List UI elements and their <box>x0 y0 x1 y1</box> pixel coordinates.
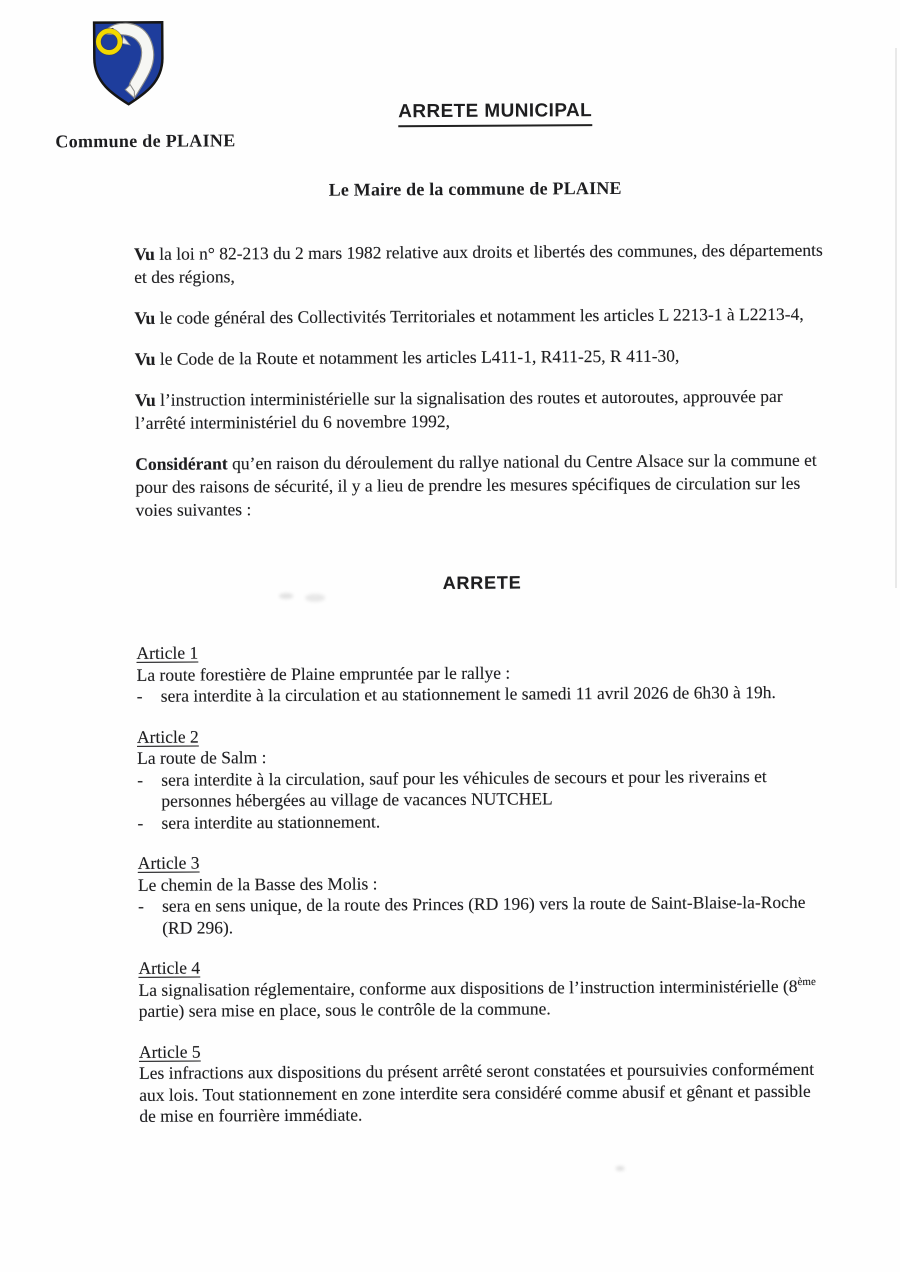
ordinal-superscript: ème <box>797 975 816 988</box>
article-body-text: partie) sera mise en place, sous le contrôle de la commune. <box>138 998 551 1021</box>
vu-paragraph-2 <box>134 303 826 330</box>
document-title: ARRETE MUNICIPAL <box>398 100 592 127</box>
article-heading: Article 5 <box>138 1041 201 1062</box>
bullet-item <box>137 808 829 834</box>
article-intro: La route forestière de Plaine empruntée par le rallye : <box>136 662 511 685</box>
article-intro: Le chemin de la Basse des Molis : <box>137 872 378 895</box>
article-body-text: La signalisation réglementaire, conforme aux dispositions de l’instruction interministérielle (8 <box>138 975 798 1000</box>
vu-lead: Vu <box>134 389 156 410</box>
article-heading: Article 2 <box>136 726 199 747</box>
scan-smudge <box>305 594 325 602</box>
commune-name: Commune de PLAINE <box>55 130 236 152</box>
article-body: Les infractions aux dispositions du présent arrêté seront constatées et poursuivies conformément aux lois. Tout stationnement en zone interdite sera considéré comme abusif et gênant et passible de mise en fourrière immédiate. <box>138 1058 815 1126</box>
bullet-dash: - <box>137 895 144 916</box>
commune-coat-of-arms-icon <box>87 15 171 114</box>
shield-fish-ring-icon <box>87 15 171 114</box>
article-heading: Article 3 <box>137 852 200 873</box>
bullet-dash: - <box>137 769 144 790</box>
article-5 <box>139 1037 832 1127</box>
scan-smudge <box>616 1166 625 1171</box>
article-3 <box>138 849 831 939</box>
document-subtitle: Le Maire de la commune de PLAINE <box>328 177 622 200</box>
vu-text: la loi n° 82-213 du 2 mars 1982 relative aux droits et libertés des communes, des départements et des régions, <box>134 239 823 287</box>
document-body <box>134 239 832 1147</box>
bullet-dash: - <box>137 812 144 833</box>
bullet-text: sera interdite à la circulation, sauf pour les véhicules de secours et pour les riverains et personnes hébergées au village de vacances NUTCHEL <box>161 765 767 811</box>
vu-paragraph-4 <box>135 385 827 435</box>
section-heading-arrete: ARRETE <box>442 572 522 594</box>
considerant-lead: Considérant <box>135 453 228 474</box>
vu-lead: Vu <box>133 243 155 264</box>
vu-lead: Vu <box>134 348 156 369</box>
bullet-text: sera interdite à la circulation et au stationnement le samedi 11 avril 2026 de 6h30 à 19h. <box>160 682 776 706</box>
scan-smudge <box>279 593 293 599</box>
scan-edge-artifact <box>895 48 897 588</box>
considerant-text: qu’en raison du déroulement du rallye national du Centre Alsace sur la commune et pour des raisons de sécurité, il y a lieu de prendre les mesures spécifiques de circulation sur les voies suivantes : <box>135 449 817 520</box>
article-2 <box>137 722 830 834</box>
vu-text: le Code de la Route et notamment les articles L411-1, R411-25, R 411-30, <box>159 345 680 369</box>
bullet-text: sera interdite au stationnement. <box>161 810 381 833</box>
article-heading: Article 1 <box>136 642 199 663</box>
bullet-dash: - <box>136 685 143 706</box>
vu-paragraph-3 <box>135 344 827 371</box>
article-4 <box>138 954 830 1023</box>
bullet-item <box>137 682 829 708</box>
considerant-paragraph <box>135 449 827 522</box>
bullet-item <box>138 892 830 939</box>
article-heading: Article 4 <box>138 957 201 978</box>
vu-paragraph-1 <box>134 239 826 289</box>
article-1 <box>136 639 828 708</box>
article-intro: La route de Salm : <box>137 747 267 768</box>
bullet-item <box>137 765 829 812</box>
vu-text: l’instruction interministérielle sur la signalisation des routes et autoroutes, approuvée par l’arrêté interministériel du 6 novembre 1992, <box>135 385 783 433</box>
article-body <box>138 975 830 1022</box>
vu-text: le code général des Collectivités Territoriales et notamment les articles L 2213-1 à L2213-4, <box>159 303 804 328</box>
vu-lead: Vu <box>134 307 156 328</box>
bullet-text: sera en sens unique, de la route des Princes (RD 196) vers la route de Saint-Blaise-la-Roche (RD 296). <box>161 891 806 938</box>
